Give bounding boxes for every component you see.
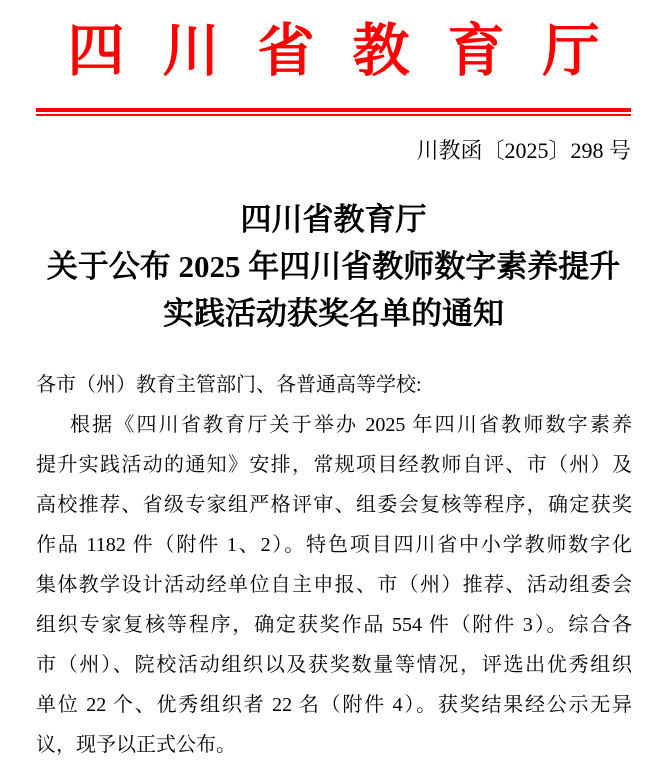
body-line: 组织专家复核等程序，确定获奖作品 554 件（附件 3）。综合各	[36, 614, 632, 636]
red-divider-rule	[36, 108, 631, 116]
body-line: 高校推荐、省级专家组严格评审、组委会复核等程序，确定获奖	[36, 494, 632, 516]
document-number: 川教函〔2025〕298 号	[416, 138, 631, 163]
notice-body	[36, 365, 632, 760]
body-line: 提升实践活动的通知》安排，常规项目经教师自评、市（州）及	[36, 454, 632, 476]
body-line: 单位 22 个、优秀组织者 22 名（附件 4）。获奖结果经公示无异	[36, 694, 632, 716]
notice-title-line2: 关于公布 2025 年四川省教师数字素养提升	[46, 249, 621, 284]
notice-title	[30, 196, 637, 337]
body-line: 议，现予以正式公布。	[36, 734, 236, 756]
notice-title-line1: 四川省教育厅	[240, 202, 427, 237]
body-line: 根据《四川省教育厅关于举办 2025 年四川省教师数字素养	[70, 414, 632, 436]
body-line: 市（州）、院校活动组织以及获奖数量等情况，评选出优秀组织	[36, 654, 632, 676]
salutation-line: 各市（州）教育主管部门、各普通高等学校:	[36, 374, 422, 396]
body-line: 集体教学设计活动经单位自主申报、市（州）推荐、活动组委会	[36, 574, 632, 596]
agency-header-banner: 四川省教育厅	[67, 20, 638, 83]
body-line: 作品 1182 件（附件 1、2）。特色项目四川省中小学教师数字化	[36, 534, 632, 556]
document-page	[0, 16, 667, 760]
notice-title-line3: 实践活动获奖名单的通知	[163, 296, 504, 331]
